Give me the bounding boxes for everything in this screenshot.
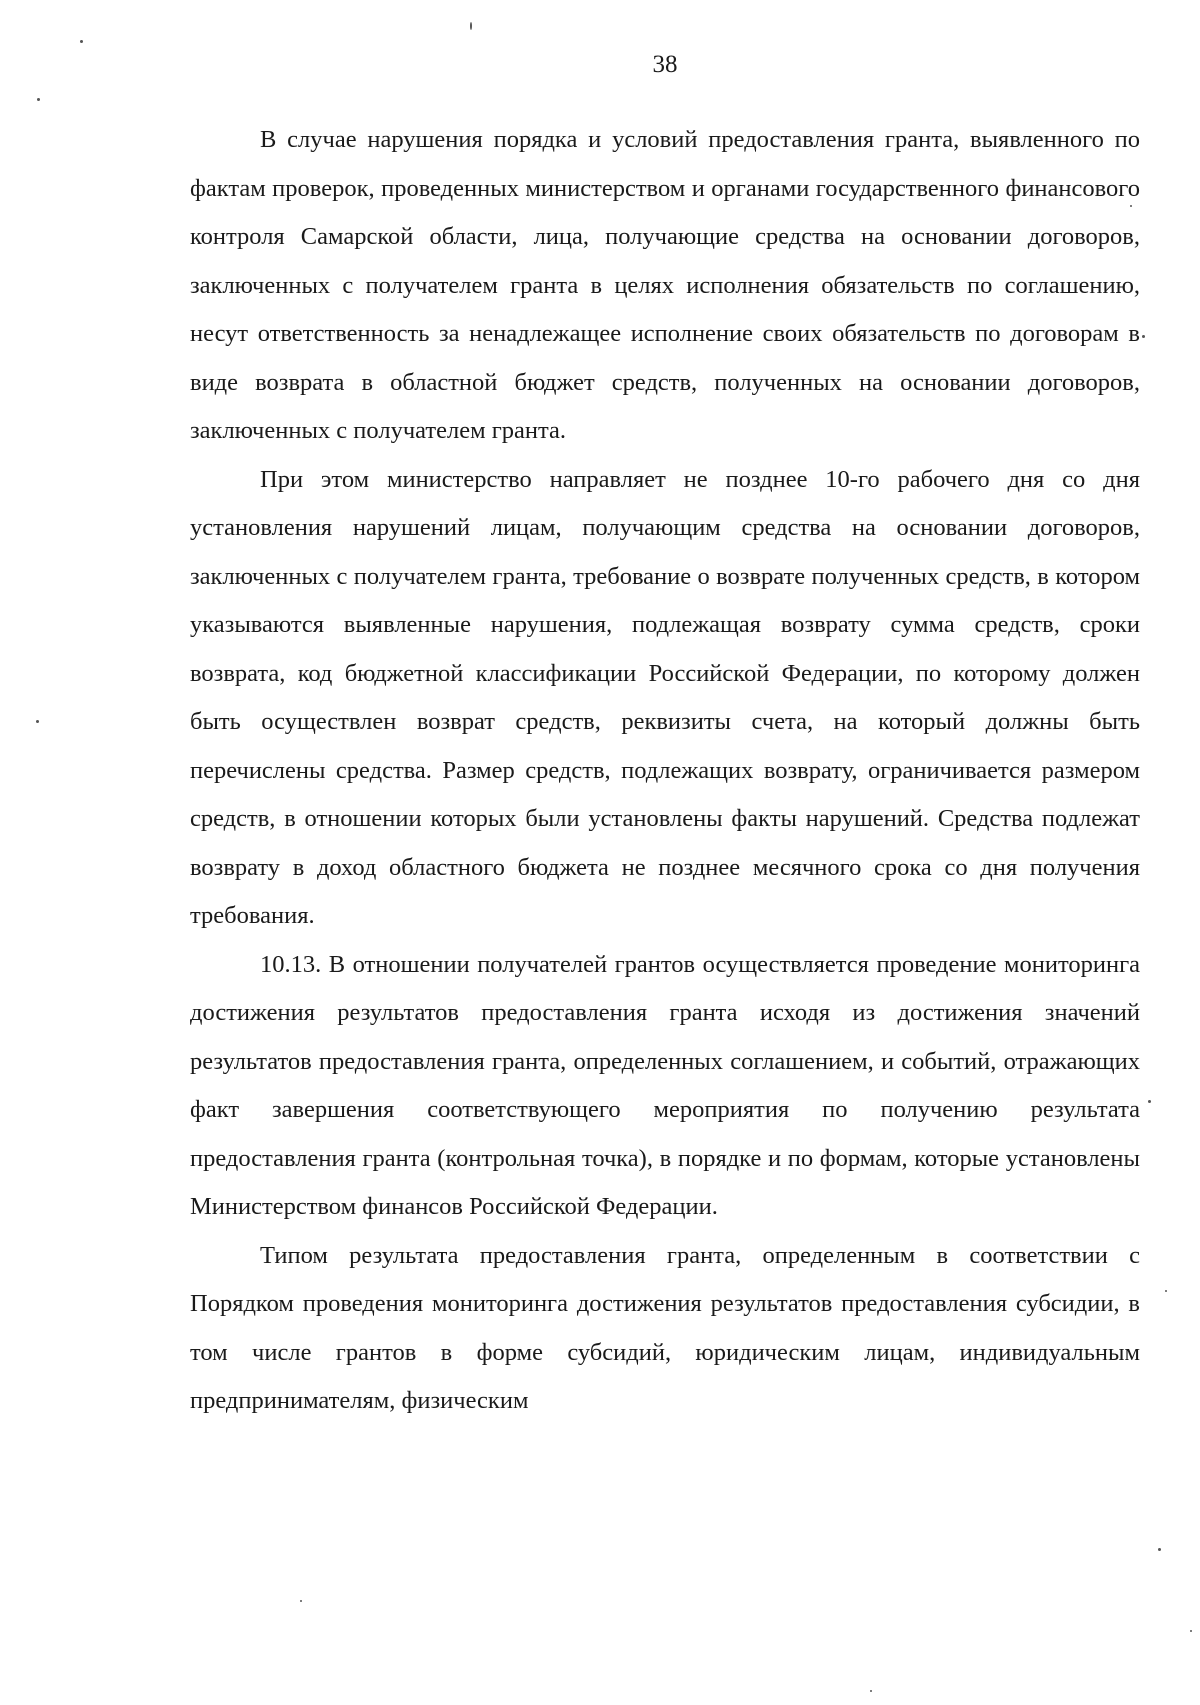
scan-speck: [300, 1600, 302, 1602]
scan-speck: [870, 1690, 872, 1692]
scan-speck: [1165, 1290, 1167, 1292]
page-number: 38: [652, 51, 678, 78]
paragraph-violation-liability: В случае нарушения порядка и условий предоставления гранта, выявленного по фактам проверок, проведенных министерством и органами государственного финансового контроля Самарской области, лица, получающие средства на основании договоров, заключенных с получателем гранта в целях исполнения обязательств по соглашению, несут ответственность за ненадлежащее исполнение своих обязательств по договорам в виде возврата в областной бюджет средств, полученных на основании договоров, заключенных с получателем гранта.: [190, 126, 1140, 444]
document-body: [190, 116, 1140, 1426]
scan-speck: [1158, 1548, 1161, 1551]
scan-speck: [470, 22, 472, 30]
scan-speck: [36, 720, 39, 723]
paragraph-refund-requirement: При этом министерство направляет не позднее 10-го рабочего дня со дня установления нарушений лицам, получающим средства на основании договоров, заключенных с получателем гранта, требование о возврате полученных средств, в котором указываются выявленные нарушения, подлежащая возврату сумма средств, сроки возврата, код бюджетной классификации Российской Федерации, по которому должен быть осуществлен возврат средств, реквизиты счета, на который должны быть перечислены средства. Размер средств, подлежащих возврату, ограничивается размером средств, в отношении которых были установлены факты нарушений. Средства подлежат возврату в доход областного бюджета не позднее месячного срока со дня получения требования.: [190, 465, 1140, 929]
scan-speck: [1142, 335, 1145, 338]
scan-speck: [80, 40, 83, 43]
paragraph-result-type: Типом результата предоставления гранта, определенным в соответствии с Порядком проведения мониторинга достижения результатов предоставления субсидии, в том числе грантов в форме субсидий, юридическим лицам, индивидуальным предпринимателям, физическим: [190, 1241, 1140, 1414]
page-number-container: [0, 50, 1200, 82]
scan-speck: [1130, 205, 1132, 207]
scan-speck: [1190, 1630, 1192, 1632]
scan-speck: [1148, 1100, 1151, 1103]
paragraph-10-13-monitoring: 10.13. В отношении получателей грантов осуществляется проведение мониторинга достижения результатов предоставления гранта исходя из достижения значений результатов предоставления гранта, определенных соглашением, и событий, отражающих факт завершения соответствующего мероприятия по получению результата предоставления гранта (контрольная точка), в порядке и по формам, которые установлены Министерством финансов Российской Федерации.: [190, 950, 1140, 1220]
scan-speck: [37, 98, 40, 101]
